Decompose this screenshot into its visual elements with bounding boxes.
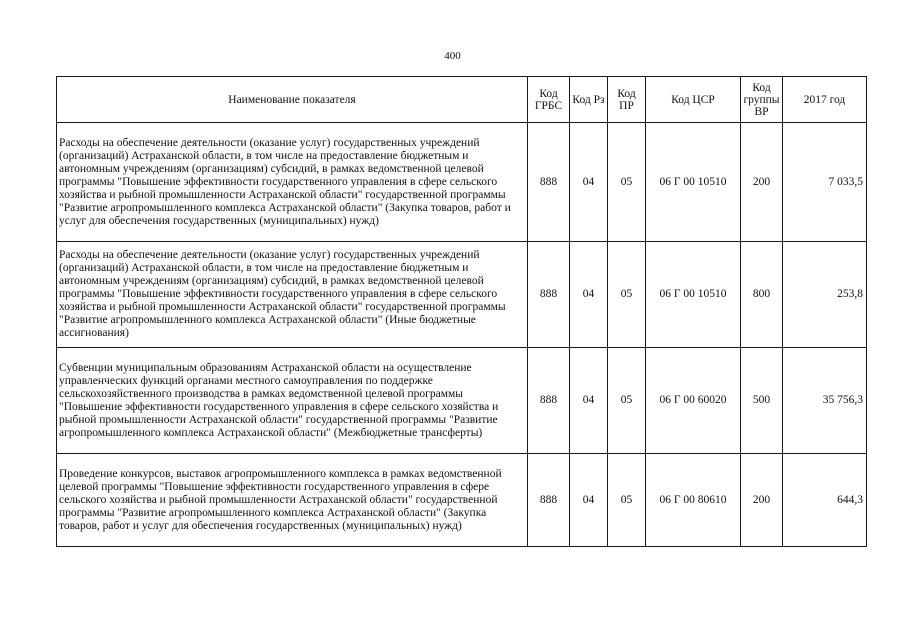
table-row xyxy=(57,348,867,454)
row-csr: 06 Г 00 10510 xyxy=(646,123,741,242)
row-vr: 200 xyxy=(741,454,783,547)
row-grbs: 888 xyxy=(528,242,570,348)
header-pr: Код ПР xyxy=(608,77,646,123)
row-rz: 04 xyxy=(570,348,608,454)
budget-table xyxy=(56,76,867,547)
table-row xyxy=(57,242,867,348)
header-name: Наименование показателя xyxy=(57,77,528,123)
row-vr: 800 xyxy=(741,242,783,348)
row-rz: 04 xyxy=(570,123,608,242)
row-pr: 05 xyxy=(608,454,646,547)
row-vr: 500 xyxy=(741,348,783,454)
header-rz: Код Рз xyxy=(570,77,608,123)
row-grbs: 888 xyxy=(528,348,570,454)
row-csr: 06 Г 00 10510 xyxy=(646,242,741,348)
header-csr: Код ЦСР xyxy=(646,77,741,123)
header-row xyxy=(57,77,867,123)
row-amount: 35 756,3 xyxy=(783,348,867,454)
row-amount: 644,3 xyxy=(783,454,867,547)
header-grbs: Код ГРБС xyxy=(528,77,570,123)
table-row xyxy=(57,454,867,547)
row-name: Расходы на обеспечение деятельности (оказание услуг) государственных учреждений (организаций) Астраханской области, в том числе на предоставление бюджетным и автономным учреждениям (организациям) субсидий, в рамках ведомственной целевой программы "Повышение эффективности государственного управления в сфере сельского хозяйства и рыбной промышленности Астраханской области" государственной программы "Развитие агропромышленного комплекса Астраханской области" (Закупка товаров, работ и услуг для обеспечения государственных (муниципальных) нужд) xyxy=(57,123,528,242)
table-row xyxy=(57,123,867,242)
row-name: Субвенции муниципальным образованиям Астраханской области на осуществление управленческих функций органами местного самоуправления по поддержке сельскохозяйственного производства в рамках ведомственной целевой программы "Повышение эффективности государственного управления в сфере сельского хозяйства и рыбной промышленности Астраханской области" государственной программы "Развитие агропромышленного комплекса Астраханской области" (Межбюджетные трансферты) xyxy=(57,348,528,454)
row-rz: 04 xyxy=(570,242,608,348)
row-rz: 04 xyxy=(570,454,608,547)
row-pr: 05 xyxy=(608,348,646,454)
row-grbs: 888 xyxy=(528,454,570,547)
row-grbs: 888 xyxy=(528,123,570,242)
row-name: Расходы на обеспечение деятельности (оказание услуг) государственных учреждений (организаций) Астраханской области, в том числе на предоставление бюджетным и автономным учреждениям (организациям) субсидий, в рамках ведомственной целевой программы "Повышение эффективности государственного управления в сфере сельского хозяйства и рыбной промышленности Астраханской области" государственной программы "Развитие агропромышленного комплекса Астраханской области" (Иные бюджетные ассигнования) xyxy=(57,242,528,348)
row-pr: 05 xyxy=(608,242,646,348)
row-amount: 253,8 xyxy=(783,242,867,348)
row-pr: 05 xyxy=(608,123,646,242)
page-number: 400 xyxy=(444,50,461,62)
row-vr: 200 xyxy=(741,123,783,242)
row-amount: 7 033,5 xyxy=(783,123,867,242)
header-vr: Код группы ВР xyxy=(741,77,783,123)
row-csr: 06 Г 00 80610 xyxy=(646,454,741,547)
header-year: 2017 год xyxy=(783,77,867,123)
row-csr: 06 Г 00 60020 xyxy=(646,348,741,454)
row-name: Проведение конкурсов, выставок агропромышленного комплекса в рамках ведомственной целевой программы "Повышение эффективности государственного управления в сфере сельского хозяйства и рыбной промышленности Астраханской области" государственной программы "Развитие агропромышленного комплекса Астраханской области" (Закупка товаров, работ и услуг для обеспечения государственных (муниципальных) нужд) xyxy=(57,454,528,547)
